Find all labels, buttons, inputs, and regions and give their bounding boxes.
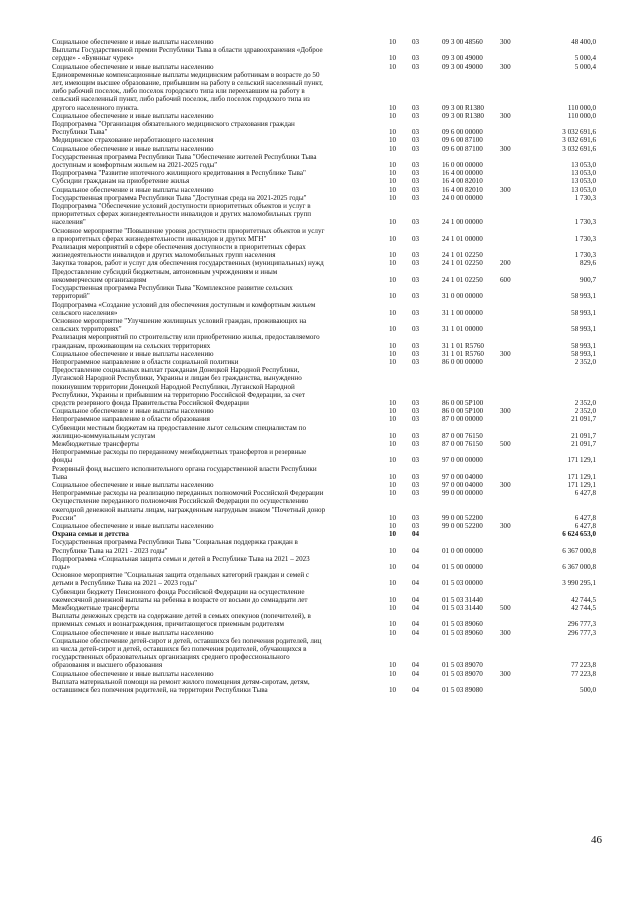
- target-article-code: 87 0 00 00000: [442, 415, 483, 424]
- expense-type-code: 300: [500, 185, 511, 194]
- target-article-code: 24 1 01 02250: [442, 259, 483, 268]
- subsection-code: 04: [412, 669, 420, 678]
- row-name: Социальное обеспечение и иные выплаты населению: [52, 144, 214, 153]
- amount: 13 053,0: [571, 169, 596, 178]
- subsection-code: 03: [412, 489, 420, 498]
- target-article-code: 09 6 00 87100: [442, 144, 483, 153]
- table-row: [52, 670, 596, 678]
- subsection-code: 03: [412, 193, 420, 202]
- target-article-code: 87 0 00 76150: [442, 439, 483, 448]
- target-article-code: 24 1 00 00000: [442, 218, 483, 227]
- target-article-code: 24 0 00 00000: [442, 193, 483, 202]
- subsection-code: 03: [412, 439, 420, 448]
- target-article-code: 01 5 03 89060: [442, 628, 483, 637]
- subsection-code: 03: [412, 169, 420, 178]
- amount: 13 053,0: [571, 177, 596, 186]
- section-code: 10: [389, 595, 397, 604]
- section-code: 10: [389, 103, 397, 112]
- subsection-code: 03: [412, 136, 420, 145]
- table-row: [52, 571, 596, 587]
- section-code: 10: [389, 513, 397, 522]
- section-code: 10: [389, 275, 397, 284]
- section-code: 10: [389, 472, 397, 481]
- row-name: Выплата материальной помощи на ремонт жилого помещения детям-сиротам, детям, оставшимся без попечения родителей, на территории Республики Тыва: [52, 677, 310, 695]
- target-article-code: 09 6 00 00000: [442, 128, 483, 137]
- amount: 13 053,0: [571, 185, 596, 194]
- row-name: Государственная программа Республики Тыва "Доступная среда на 2021-2025 годы": [52, 193, 307, 202]
- section-code: 10: [389, 111, 397, 120]
- amount: 296 777,3: [567, 628, 596, 637]
- amount: 6 367 000,8: [562, 563, 596, 571]
- row-name: Социальное обеспечение и иные выплаты населению: [52, 185, 214, 194]
- target-article-code: 09 3 00 48560: [442, 38, 483, 46]
- table-row: [52, 604, 596, 612]
- expense-type-code: 200: [500, 259, 511, 268]
- target-article-code: 09 3 00 R1380: [442, 103, 484, 112]
- table-row: [52, 366, 596, 407]
- target-article-code: 24 1 01 02250: [442, 251, 483, 260]
- subsection-code: 03: [412, 325, 420, 334]
- subsection-code: 04: [412, 595, 420, 604]
- row-name: Подпрограмма "Обеспечение условий доступности приоритетных объектов и услуг в приоритетных сферах жизнедеятельности инвалидов и других маломобильных групп населения": [52, 202, 312, 227]
- target-article-code: 24 1 01 00000: [442, 234, 483, 243]
- target-article-code: 01 5 03 89070: [442, 661, 483, 670]
- subsection-code: 03: [412, 185, 420, 194]
- table-row: [52, 227, 596, 243]
- section-code: 10: [389, 398, 397, 407]
- amount: 110 000,0: [567, 111, 596, 120]
- row-name: Непрограммное направление в области образования: [52, 415, 210, 424]
- row-name: Социальное обеспечение и иные выплаты населению: [52, 480, 214, 489]
- table-row: [52, 358, 596, 366]
- subsection-code: 03: [412, 161, 420, 170]
- amount: 3 990 295,1: [562, 579, 596, 588]
- amount: 500,0: [580, 686, 596, 695]
- target-article-code: 24 1 01 02250: [442, 275, 483, 284]
- table-row: [52, 71, 596, 112]
- section-code: 10: [389, 489, 397, 498]
- table-row: [52, 120, 596, 136]
- amount: 48 400,0: [571, 38, 596, 46]
- amount: 5 000,4: [574, 62, 596, 71]
- amount: 58 993,1: [571, 341, 596, 350]
- table-row: [52, 284, 596, 300]
- section-code: 10: [389, 620, 397, 629]
- row-name: Социальное обеспечение и иные выплаты населению: [52, 38, 214, 46]
- table-row: [52, 637, 596, 670]
- target-article-code: 01 5 03 00000: [442, 579, 483, 588]
- subsection-code: 03: [412, 54, 420, 63]
- section-code: 10: [389, 185, 397, 194]
- table-row: [52, 629, 596, 637]
- table-row: [52, 243, 596, 259]
- subsection-code: 03: [412, 275, 420, 284]
- row-name: Единовременные компенсационные выплаты медицинским работникам в возрасте до 50 лет, имеющим высшее образование, прибывшим на работу в сельский населенный пункт, либо рабочий поселок, либо поселок городского типа или переехавшим на работу в сельский населенный пункт, либо рабочий поселок, либо поселок городского типа из другого населенного пункта.: [52, 70, 323, 112]
- amount: 21 091,7: [571, 439, 596, 448]
- table-row: [52, 194, 596, 202]
- amount: 1 730,3: [574, 193, 596, 202]
- section-code: 10: [389, 128, 397, 137]
- row-name: Непрограммные расходы на реализацию переданных полномочий Российской Федерации: [52, 489, 324, 498]
- section-code: 10: [389, 169, 397, 178]
- row-name: Социальное обеспечение и иные выплаты населению: [52, 349, 214, 358]
- expense-type-code: 600: [500, 275, 511, 284]
- amount: 6 427,8: [574, 489, 596, 498]
- subsection-code: 04: [412, 628, 420, 637]
- row-name: Резервный фонд высшего исполнительного органа государственной власти Республики Тыва: [52, 464, 317, 481]
- section-code: 10: [389, 136, 397, 145]
- amount: 42 744,5: [571, 595, 596, 604]
- target-article-code: 01 5 03 31440: [442, 595, 483, 604]
- expense-type-code: 300: [500, 111, 511, 120]
- section-code: 10: [389, 308, 397, 317]
- subsection-code: 03: [412, 431, 420, 440]
- amount: 3 032 691,6: [562, 136, 596, 145]
- table-row: [52, 448, 596, 464]
- row-name: Реализация мероприятий по строительству или приобретению жилья, предоставляемого гражданам, проживающим на сельских территориях: [52, 333, 320, 350]
- subsection-code: 03: [412, 521, 420, 530]
- table-row: [52, 465, 596, 481]
- table-row: [52, 153, 596, 169]
- target-article-code: 01 5 00 00000: [442, 563, 483, 571]
- table-row: [52, 588, 596, 604]
- target-article-code: 99 0 00 52200: [442, 521, 483, 530]
- target-article-code: 31 0 00 00000: [442, 292, 483, 301]
- section-code: 10: [389, 38, 397, 46]
- subsection-code: 04: [412, 661, 420, 670]
- section-code: 10: [389, 456, 397, 465]
- amount: 171 129,1: [567, 472, 596, 481]
- section-code: 10: [389, 546, 397, 555]
- row-name: Субсидии гражданам на приобретение жилья: [52, 177, 190, 186]
- table-row: [52, 522, 596, 530]
- row-name: Социальное обеспечение и иные выплаты населению: [52, 62, 214, 71]
- target-article-code: 31 1 01 R5760: [442, 349, 484, 358]
- amount: 171 129,1: [567, 480, 596, 489]
- section-code: 10: [389, 521, 397, 530]
- target-article-code: 31 1 01 R5760: [442, 341, 484, 350]
- table-row: [52, 112, 596, 120]
- section-code: 10: [389, 439, 397, 448]
- amount: 58 993,1: [571, 292, 596, 301]
- amount: 6 427,8: [574, 513, 596, 522]
- section-code: 10: [389, 54, 397, 63]
- row-name: Межбюджетные трансферты: [52, 439, 139, 448]
- section-code: 10: [389, 193, 397, 202]
- table-row: [52, 317, 596, 333]
- subsection-code: 04: [412, 620, 420, 629]
- subsection-code: 03: [412, 456, 420, 465]
- subsection-code: 04: [412, 604, 420, 613]
- subsection-code: 03: [412, 415, 420, 424]
- amount: 296 777,3: [567, 620, 596, 629]
- subsection-code: 03: [412, 251, 420, 260]
- amount: 3 032 691,6: [562, 128, 596, 137]
- subsection-code: 03: [412, 111, 420, 120]
- amount: 6 427,8: [574, 521, 596, 530]
- subsection-code: 03: [412, 513, 420, 522]
- row-name: Субвенции местным бюджетам на предоставление льгот сельским специалистам по жилищно-коммунальным услугам: [52, 423, 306, 440]
- row-name: Социальное обеспечение и иные выплаты населению: [52, 111, 214, 120]
- amount: 13 053,0: [571, 161, 596, 170]
- row-name: Социальное обеспечение детей-сирот и детей, оставшихся без попечения родителей, лиц из числа детей-сирот и детей, оставшихся без попечения родителей, обучающихся в государственных образовательных организациях среднего профессионального образования и высшего образования: [52, 636, 322, 670]
- expense-type-code: 300: [500, 62, 511, 71]
- amount: 1 730,3: [574, 234, 596, 243]
- budget-table: [52, 38, 596, 694]
- subsection-code: 04: [412, 579, 420, 588]
- row-name: Охрана семьи и детства: [52, 530, 129, 539]
- row-name: Закупка товаров, работ и услуг для обеспечения государственных (муниципальных) нужд: [52, 259, 324, 268]
- subsection-code: 03: [412, 308, 420, 317]
- target-article-code: 31 1 00 00000: [442, 308, 483, 317]
- subsection-code: 04: [412, 546, 420, 555]
- table-row: [52, 63, 596, 71]
- row-name: Социальное обеспечение и иные выплаты населению: [52, 521, 214, 530]
- section-code: 10: [389, 686, 397, 695]
- section-code: 10: [389, 661, 397, 670]
- subsection-code: 03: [412, 128, 420, 137]
- target-article-code: 09 3 00 R1380: [442, 111, 484, 120]
- target-article-code: 16 4 00 00000: [442, 169, 483, 178]
- row-name: Подпрограмма "Развитие ипотечного жилищного кредитования в Республике Тыва": [52, 169, 306, 178]
- target-article-code: 99 0 00 52200: [442, 513, 483, 522]
- section-code: 10: [389, 357, 397, 366]
- expense-type-code: 300: [500, 407, 511, 416]
- table-row: [52, 301, 596, 317]
- subsection-code: 03: [412, 341, 420, 350]
- target-article-code: 16 4 00 82010: [442, 185, 483, 194]
- subsection-code: 03: [412, 472, 420, 481]
- amount: 829,6: [580, 259, 596, 268]
- subsection-code: 04: [412, 530, 420, 539]
- table-row: [52, 481, 596, 489]
- amount: 171 129,1: [567, 456, 596, 465]
- table-row: [52, 202, 596, 227]
- amount: 58 993,1: [571, 308, 596, 317]
- row-name: Подпрограмма «Создание условий для обеспечения доступным и комфортным жильем сельского населения»: [52, 300, 316, 317]
- amount: 1 730,3: [574, 218, 596, 227]
- subsection-code: 03: [412, 259, 420, 268]
- section-code: 10: [389, 144, 397, 153]
- section-code: 10: [389, 251, 397, 260]
- expense-type-code: 300: [500, 480, 511, 489]
- amount: 77 223,8: [571, 661, 596, 670]
- subsection-code: 04: [412, 686, 420, 695]
- section-code: 10: [389, 177, 397, 186]
- amount: 77 223,8: [571, 669, 596, 678]
- expense-type-code: 300: [500, 144, 511, 153]
- row-name: Медицинское страхование неработающего населения: [52, 136, 214, 145]
- subsection-code: 03: [412, 177, 420, 186]
- section-code: 10: [389, 325, 397, 334]
- target-article-code: 97 0 00 04000: [442, 472, 483, 481]
- expense-type-code: 300: [500, 521, 511, 530]
- row-name: Субвенции бюджету Пенсионного фонда Российской Федерации на осуществление ежемесячной денежной выплаты на ребенка в возрасте от восьми до семнадцати лет: [52, 587, 308, 604]
- subsection-code: 03: [412, 349, 420, 358]
- target-article-code: 87 0 00 76150: [442, 431, 483, 440]
- subsection-code: 03: [412, 234, 420, 243]
- row-name: Основное мероприятие "Улучшение жилищных условий граждан, проживающих на сельских территориях": [52, 316, 307, 334]
- row-name: Государственная программа Республики Тыва "Комплексное развитие сельских территорий": [52, 284, 293, 301]
- section-code: 10: [389, 161, 397, 170]
- expense-type-code: 500: [500, 439, 511, 448]
- row-name: Социальное обеспечение и иные выплаты населению: [52, 669, 214, 678]
- section-code: 10: [389, 480, 397, 489]
- table-row: [52, 612, 596, 628]
- amount: 900,7: [580, 275, 596, 284]
- section-code: 10: [389, 407, 397, 416]
- amount: 21 091,7: [571, 415, 596, 424]
- target-article-code: 97 0 00 04000: [442, 480, 483, 489]
- table-row: [52, 38, 596, 46]
- row-name: Непрограммное направление в области социальной политики: [52, 357, 239, 366]
- table-row: [52, 268, 596, 284]
- table-row: [52, 440, 596, 448]
- row-name: Выплаты Государственной премии Республики Тыва в области здравоохранения «Доброе сердце» - «Буянныг чурек»: [52, 46, 323, 63]
- table-row: [52, 169, 596, 177]
- target-article-code: 86 0 00 00000: [442, 357, 483, 366]
- subsection-code: 03: [412, 38, 420, 46]
- section-code: 10: [389, 579, 397, 588]
- subsection-code: 03: [412, 103, 420, 112]
- subsection-code: 03: [412, 62, 420, 71]
- row-name: Межбюджетные трансферты: [52, 604, 139, 613]
- table-row: [52, 186, 596, 194]
- target-article-code: 99 0 00 00000: [442, 489, 483, 498]
- subsection-code: 04: [412, 563, 420, 571]
- section-code: 10: [389, 669, 397, 678]
- table-row: [52, 424, 596, 440]
- subsection-code: 03: [412, 144, 420, 153]
- amount: 2 352,0: [574, 357, 596, 366]
- row-name: Государственная программа Республики Тыва "Обеспечение жителей Республики Тыва доступным и комфортным жильем на 2021-2025 годы": [52, 152, 317, 170]
- expense-type-code: 500: [500, 604, 511, 613]
- amount: 5 000,4: [574, 54, 596, 63]
- amount: 2 352,0: [574, 407, 596, 416]
- target-article-code: 09 3 00 49000: [442, 54, 483, 63]
- target-article-code: 01 5 03 89080: [442, 686, 483, 695]
- amount: 3 032 691,6: [562, 144, 596, 153]
- target-article-code: 01 5 03 89060: [442, 620, 483, 629]
- expense-type-code: 300: [500, 669, 511, 678]
- row-name: Предоставление субсидий бюджетным, автономным учреждениям и иным некоммерческим организациям: [52, 267, 278, 284]
- subsection-code: 03: [412, 407, 420, 416]
- table-row: [52, 530, 596, 538]
- expense-type-code: 300: [500, 628, 511, 637]
- target-article-code: 31 1 01 00000: [442, 325, 483, 334]
- amount: 6 367 000,8: [562, 546, 596, 555]
- section-code: 10: [389, 563, 397, 571]
- target-article-code: 09 6 00 87100: [442, 136, 483, 145]
- target-article-code: 01 0 00 00000: [442, 546, 483, 555]
- row-name: Социальное обеспечение и иные выплаты населению: [52, 407, 214, 416]
- row-name: Подпрограмма «Социальная защита семьи и детей в Республике Тыва на 2021 – 2023 годы»: [52, 554, 310, 571]
- row-name: Государственная программа Республики Тыва "Социальная поддержка граждан в Республике Тыва на 2021 - 2023 годы": [52, 538, 298, 555]
- table-row: [52, 46, 596, 62]
- amount: 110 000,0: [567, 103, 596, 112]
- table-row: [52, 497, 596, 522]
- section-code: 10: [389, 292, 397, 301]
- amount: 6 624 653,0: [562, 530, 596, 539]
- section-code: 10: [389, 530, 397, 539]
- section-code: 10: [389, 415, 397, 424]
- table-row: [52, 678, 596, 694]
- section-code: 10: [389, 62, 397, 71]
- subsection-code: 03: [412, 398, 420, 407]
- amount: 58 993,1: [571, 325, 596, 334]
- row-name: Реализация мероприятий в сфере обеспечения доступности в приоритетных сферах жизнедеятельности инвалидов и других маломобильных групп населения: [52, 243, 306, 260]
- row-name: Предоставление социальных выплат гражданам Донецкой Народной Республики, Луганской Народной Республики, Украины и лицам без гражданства, вынужденно покинувшим территории Донецкой Народной Республики, Луганской Народной Республики, Украины и прибывшим на территорию Российской Федерации, за счет средств резервного фонда Правительства Российской Федерации: [52, 366, 305, 407]
- target-article-code: 86 0 00 5Р100: [442, 407, 484, 416]
- table-row: [52, 333, 596, 349]
- amount: 42 744,5: [571, 604, 596, 613]
- section-code: 10: [389, 234, 397, 243]
- row-name: Подпрограмма "Организация обязательного медицинского страхования граждан Республики Тыва": [52, 120, 295, 137]
- row-name: Выплаты денежных средств на содержание детей в семьях опекунов (попечителей), в приемных семьях и вознаграждения, причитающегося приемным родителям: [52, 612, 311, 629]
- target-article-code: 01 5 03 31440: [442, 604, 483, 613]
- table-row: [52, 407, 596, 415]
- subsection-code: 03: [412, 218, 420, 227]
- table-row: [52, 415, 596, 423]
- expense-type-code: 300: [500, 38, 511, 46]
- table-row: [52, 259, 596, 267]
- row-name: Социальное обеспечение и иные выплаты населению: [52, 628, 214, 637]
- amount: 58 993,1: [571, 349, 596, 358]
- expense-type-code: 300: [500, 349, 511, 358]
- target-article-code: 16 0 00 00000: [442, 161, 483, 170]
- amount: 1 730,3: [574, 251, 596, 260]
- row-name: Непрограммные расходы по переданному межбюджетных трансфертов и резервные фонды: [52, 448, 307, 465]
- row-name: Основное мероприятие "Повышение уровня доступности приоритетных объектов и услуг в приоритетных сферах жизнедеятельности инвалидов и других МГН": [52, 226, 325, 243]
- section-code: 10: [389, 431, 397, 440]
- target-article-code: 86 0 00 5Р100: [442, 398, 484, 407]
- table-row: [52, 538, 596, 554]
- section-code: 10: [389, 349, 397, 358]
- section-code: 10: [389, 218, 397, 227]
- section-code: 10: [389, 628, 397, 637]
- subsection-code: 03: [412, 292, 420, 301]
- section-code: 10: [389, 604, 397, 613]
- section-code: 10: [389, 341, 397, 350]
- amount: 2 352,0: [574, 398, 596, 407]
- table-row: [52, 555, 596, 571]
- subsection-code: 03: [412, 357, 420, 366]
- row-name: Осуществление переданного полномочия Российской Федерации по осуществлению ежегодной денежной выплаты лицам, награжденным нагрудным знаком "Почетный донор России": [52, 497, 326, 522]
- section-code: 10: [389, 259, 397, 268]
- target-article-code: 16 4 00 82010: [442, 177, 483, 186]
- page-number: 46: [591, 834, 602, 846]
- subsection-code: 03: [412, 480, 420, 489]
- target-article-code: 09 3 00 49000: [442, 62, 483, 71]
- table-row: [52, 177, 596, 185]
- table-row: [52, 350, 596, 358]
- table-row: [52, 136, 596, 144]
- target-article-code: 01 5 03 89070: [442, 669, 483, 678]
- row-name: Основное мероприятие "Социальная защита отдельных категорий граждан и семей с детьми в Республике Тыва на 2021 – 2023 годы": [52, 571, 310, 588]
- table-row: [52, 489, 596, 497]
- target-article-code: 97 0 00 00000: [442, 456, 483, 465]
- table-row: [52, 145, 596, 153]
- amount: 21 091,7: [571, 431, 596, 440]
